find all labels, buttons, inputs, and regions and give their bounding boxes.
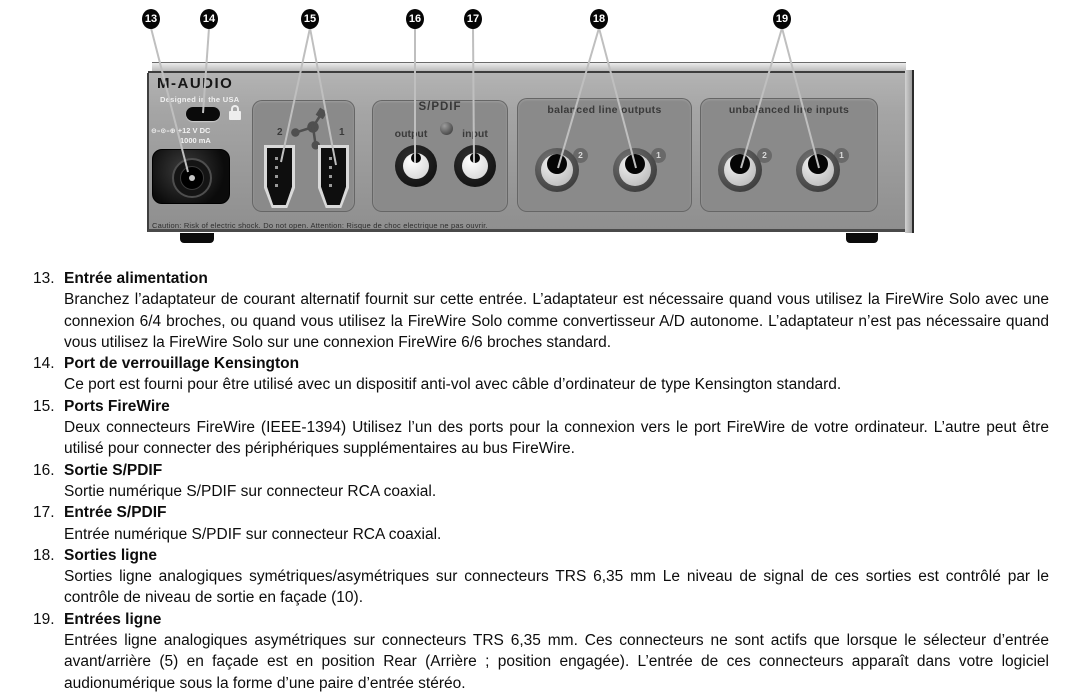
item-title: Entrées ligne bbox=[64, 610, 162, 628]
item-number: 18. bbox=[33, 546, 55, 564]
callout-19: 19 bbox=[773, 9, 791, 29]
callout-17: 17 bbox=[464, 9, 482, 29]
list-item bbox=[33, 268, 1049, 353]
lock-icon bbox=[228, 105, 242, 121]
list-item bbox=[33, 545, 1049, 609]
list-item bbox=[33, 396, 1049, 460]
list-item bbox=[33, 502, 1049, 545]
item-body: Deux connecteurs FireWire (IEEE-1394) Utilisez l’un des ports pour la connexion vers le port FireWire de votre ordinateur. L’autre peut être utilisé pour connecter des périphériques supplémentaires au bus FireWire. bbox=[64, 419, 1049, 458]
dc-power-jack bbox=[152, 149, 230, 204]
spdif-title: S/PDIF bbox=[418, 101, 462, 113]
designed-in-usa-label: Designed in the USA bbox=[160, 95, 240, 104]
item-number: 13. bbox=[33, 270, 55, 287]
spdif-input-rca-jack bbox=[454, 145, 496, 187]
firewire-port-1-label: 1 bbox=[339, 127, 345, 138]
unbalanced-inputs-title: unbalanced line inputs bbox=[728, 104, 850, 116]
device-foot-left bbox=[180, 233, 214, 243]
item-body: Branchez l’adaptateur de courant alternatif fournit sur cette entrée. L’adaptateur est nécessaire quand vous utilisez la FireWire Solo avec une connexion 6/4 broches, ou quand vous utilisez la FireWire Solo comme convertisseur A/D autonome. L’adaptateur n’est pas nécessaire quand vous utilisez la FireWire Solo sur une connexion FireWire 6/6 broches standard. bbox=[64, 291, 1049, 351]
unbalanced-input-1-jack bbox=[796, 148, 840, 192]
unbalanced-input-1-label: 1 bbox=[834, 148, 849, 163]
balanced-output-1-jack bbox=[613, 148, 657, 192]
kensington-lock-slot bbox=[186, 107, 220, 121]
list-item bbox=[33, 609, 1049, 694]
item-title: Entrée S/PDIF bbox=[64, 504, 167, 522]
firewire-port-1 bbox=[318, 145, 349, 208]
item-number: 14. bbox=[33, 355, 55, 373]
balanced-outputs-title: balanced line outputs bbox=[547, 104, 662, 116]
device-foot-right bbox=[846, 233, 878, 243]
item-title: Sortie S/PDIF bbox=[64, 461, 163, 479]
rear-panel-figure bbox=[0, 0, 1083, 262]
callout-15: 15 bbox=[301, 9, 319, 29]
spdif-output-rca-jack bbox=[395, 145, 437, 187]
feature-description-list bbox=[33, 268, 1049, 694]
unbalanced-input-2-jack bbox=[718, 148, 762, 192]
item-number: 19. bbox=[33, 610, 55, 628]
item-body: Sortie numérique S/PDIF sur connecteur RCA coaxial. bbox=[64, 482, 437, 500]
firewire-port-2 bbox=[264, 145, 295, 208]
list-item bbox=[33, 460, 1049, 503]
balanced-output-2-jack bbox=[535, 148, 579, 192]
screw-icon bbox=[440, 122, 453, 135]
callout-14: 14 bbox=[200, 9, 218, 29]
item-body: Entrée numérique S/PDIF sur connecteur RCA coaxial. bbox=[64, 525, 442, 543]
item-body: Ce port est fourni pour être utilisé avec un dispositif anti-vol avec câble d’ordinateur de type Kensington standard. bbox=[64, 376, 842, 394]
callout-13: 13 bbox=[142, 9, 160, 29]
power-rating-label bbox=[151, 126, 261, 135]
balanced-output-1-label: 1 bbox=[651, 148, 666, 163]
item-body: Sorties ligne analogiques symétriques/asymétriques sur connecteurs TRS 6,35 mm Le niveau de signal de ces sorties est contrôlé par le contrôle de niveau de sortie en façade (10). bbox=[64, 568, 1049, 607]
list-item bbox=[33, 353, 1049, 396]
firewire-port-2-label: 2 bbox=[277, 127, 283, 138]
unbalanced-input-2-label: 2 bbox=[757, 148, 772, 163]
item-title: Port de verrouillage Kensington bbox=[64, 355, 300, 373]
item-title: Ports FireWire bbox=[64, 397, 170, 415]
balanced-output-2-label: 2 bbox=[573, 148, 588, 163]
item-body: Entrées ligne analogiques asymétriques sur connecteurs TRS 6,35 mm. Ces connecteurs ne sont actifs que lorsque le sélecteur d’entrée avant/arrière (5) en façade est en position Rear (Arrière ; position engagée). L’entrée de ces connecteurs apparaît dans votre logiciel audionumérique sous la forme d’une paire d’entrée stéréo. bbox=[64, 632, 1049, 692]
item-number: 17. bbox=[33, 504, 55, 522]
item-title: Entrée alimentation bbox=[64, 270, 208, 287]
callout-16: 16 bbox=[406, 9, 424, 29]
spdif-input-label: input bbox=[462, 128, 488, 140]
item-number: 16. bbox=[33, 461, 55, 479]
brand-logo: M-AUDIO bbox=[157, 75, 234, 92]
callout-18: 18 bbox=[590, 9, 608, 29]
item-title: Sorties ligne bbox=[64, 546, 158, 564]
voltage-label: +12 V DC bbox=[177, 126, 211, 135]
current-label: 1000 mA bbox=[180, 136, 211, 145]
spdif-output-label: output bbox=[394, 128, 428, 140]
polarity-icon: ⊖–⊙–⊕ bbox=[151, 127, 176, 135]
item-number: 15. bbox=[33, 397, 55, 415]
caution-text: Caution: Risk of electric shock. Do not open. Attention: Risque de choc electrique ne pas ouvrir. bbox=[152, 221, 488, 230]
panel-right-bevel bbox=[905, 70, 914, 233]
